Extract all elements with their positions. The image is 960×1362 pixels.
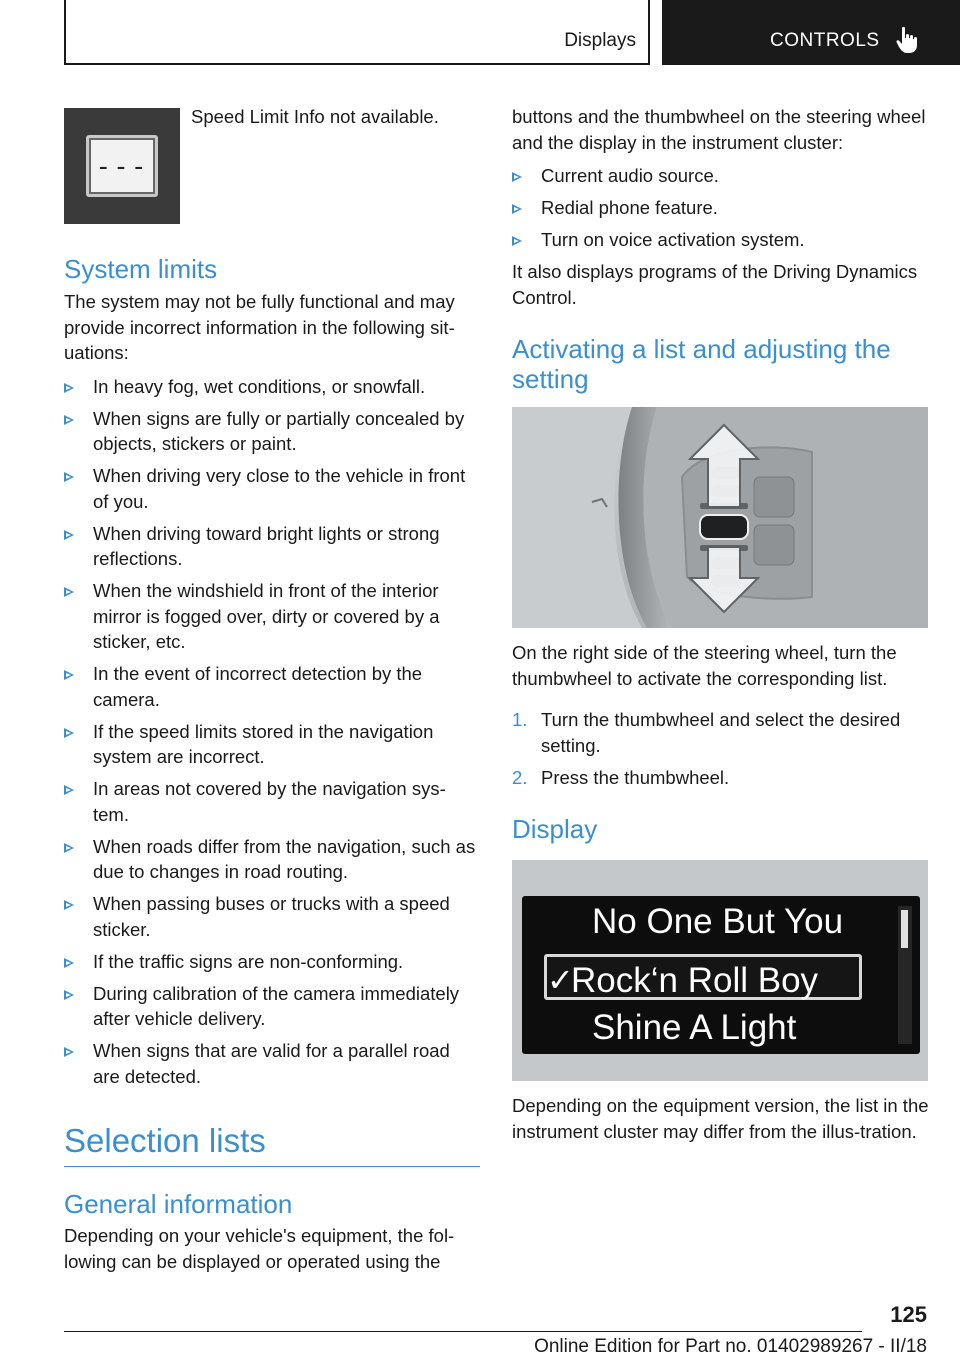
list-item <box>64 578 480 655</box>
activating-list-heading: Activating a list and adjusting the setting <box>512 334 891 394</box>
pointing-hand-icon <box>896 26 918 54</box>
display-text: Depending on the equipment version, the list in the instrument cluster may differ from the illus-tration. <box>512 1095 929 1142</box>
step-text: Press the thumbwheel. <box>541 766 730 788</box>
bullet-triangle-icon <box>64 530 74 540</box>
steering-wheel-controls-icon <box>512 407 928 628</box>
bullet-triangle-icon <box>512 204 522 214</box>
bullet-triangle-icon <box>64 958 74 968</box>
screen-selected-item-text: Rock‘n Roll Boy <box>571 961 819 1000</box>
step-number: 2. <box>512 766 528 788</box>
instrument-cluster-display-illustration <box>512 860 928 1081</box>
header-chapter-tab <box>662 0 960 65</box>
display-body <box>512 1093 930 1144</box>
list-item <box>64 1038 480 1089</box>
list-item <box>64 374 480 400</box>
list-item-text: Current audio source. <box>541 165 719 186</box>
list-item-text: When the windshield in front of the interior mirror is fogged over, dirty or covered by a sticker, etc. <box>93 580 440 652</box>
speed-sign-frame <box>86 135 158 197</box>
screen-scrollbar <box>898 906 912 1044</box>
display-heading: Display <box>512 814 598 844</box>
list-item-text: In heavy fog, wet conditions, or snowfall. <box>93 375 426 397</box>
page-number: 125 <box>890 1302 927 1327</box>
programs-text: It also displays programs of the Driving Dynamics Control. <box>512 261 918 308</box>
list-item-text: If the speed limits stored in the navigation system are incorrect. <box>93 720 434 767</box>
header-rule-bottom <box>64 63 650 65</box>
bullet-triangle-icon <box>512 236 522 246</box>
list-item <box>64 661 480 712</box>
system-limits-heading: System limits <box>64 254 218 284</box>
bullet-triangle-icon <box>64 728 74 738</box>
activating-list-body <box>512 640 930 844</box>
list-item-text: When passing buses or trucks with a speed sticker. <box>93 893 450 940</box>
list-item <box>512 707 930 758</box>
list-item-text: When signs that are valid for a parallel road are detected. <box>93 1040 450 1087</box>
icon-caption: Speed Limit Info not available. <box>191 106 439 127</box>
list-item <box>512 163 930 189</box>
bullet-triangle-icon <box>64 670 74 680</box>
step-number: 1. <box>512 709 528 730</box>
list-item <box>64 521 480 572</box>
selection-lists-heading: Selection lists <box>64 1122 266 1159</box>
list-item-text: Turn on voice activation system. <box>541 229 805 250</box>
heading-underline <box>64 1166 480 1167</box>
list-item-text: When roads differ from the navigation, such as due to changes in road routing. <box>93 835 476 882</box>
bullet-triangle-icon <box>512 172 522 182</box>
list-item-text: Redial phone feature. <box>541 197 718 218</box>
activating-steps-list <box>512 707 930 790</box>
list-item-text: If the traffic signs are non-conforming. <box>93 950 404 972</box>
general-information-heading: General information <box>64 1189 293 1219</box>
screen-list-item: Shine A Light <box>592 1008 797 1047</box>
system-limits-intro: The system may not be fully functional and may provide incorrect information in the following sit-uations: <box>64 291 455 363</box>
continued-text: buttons and the thumbwheel on the steering wheel and the display in the instrument cluster: <box>512 106 926 153</box>
activating-list-text: On the right side of the steering wheel, turn the thumbwheel to activate the corresponding list. <box>512 642 897 689</box>
steering-wheel-illustration <box>512 407 928 628</box>
system-limits-list <box>64 374 480 1090</box>
header-rule-left <box>64 0 66 64</box>
list-item <box>512 195 930 221</box>
footer-edition: Online Edition for Part no. 01402989267 - II/18 <box>534 1336 927 1357</box>
list-item <box>64 834 480 885</box>
bullet-triangle-icon <box>64 785 74 795</box>
bullet-triangle-icon <box>64 415 74 425</box>
list-item-text: During calibration of the camera immediately after vehicle delivery. <box>93 982 460 1029</box>
screen-scrollbar-thumb <box>901 910 908 948</box>
system-limits-section <box>64 254 480 1096</box>
right-column-intro <box>512 104 930 394</box>
header-section-title: Displays <box>564 30 636 51</box>
bullet-triangle-icon <box>64 1047 74 1057</box>
screen-list-item: No One But You <box>592 902 844 941</box>
bullet-triangle-icon <box>64 900 74 910</box>
bullet-triangle-icon <box>64 472 74 482</box>
list-item-text: When driving toward bright lights or strong reflections. <box>93 522 440 569</box>
header-chapter-label: CONTROLS <box>770 30 880 51</box>
speed-sign-dashes: --- <box>95 152 149 182</box>
list-item <box>512 765 930 791</box>
bullet-triangle-icon <box>64 587 74 597</box>
list-item <box>64 719 480 770</box>
speed-limit-unavailable-icon <box>64 108 180 224</box>
list-item <box>64 776 480 827</box>
bullet-triangle-icon <box>64 990 74 1000</box>
list-item-text: In areas not covered by the navigation sys-tem. <box>93 778 446 825</box>
screen-selected-item <box>544 954 862 1000</box>
selection-lists-section <box>64 1122 480 1274</box>
general-information-text: Depending on your vehicle's equipment, the fol-lowing can be displayed or operated using the <box>64 1225 455 1272</box>
list-item <box>64 463 480 514</box>
list-item-text: When signs are fully or partially concealed by objects, stickers or paint. <box>93 407 465 454</box>
list-item-text: In the event of incorrect detection by the camera. <box>93 663 423 710</box>
list-item <box>64 891 480 942</box>
bullet-triangle-icon <box>64 383 74 393</box>
bullet-triangle-icon <box>64 843 74 853</box>
list-item <box>64 981 480 1032</box>
display-features-list <box>512 163 930 253</box>
list-item <box>64 949 480 975</box>
list-item-text: When driving very close to the vehicle in front of you. <box>93 465 466 512</box>
checkmark-icon: ✓ <box>547 962 574 998</box>
header-divider <box>648 0 650 64</box>
list-item <box>512 227 930 253</box>
cluster-screen <box>522 896 920 1054</box>
list-item <box>64 406 480 457</box>
footer-rule <box>64 1331 862 1332</box>
step-text: Turn the thumbwheel and select the desired setting. <box>541 709 901 756</box>
